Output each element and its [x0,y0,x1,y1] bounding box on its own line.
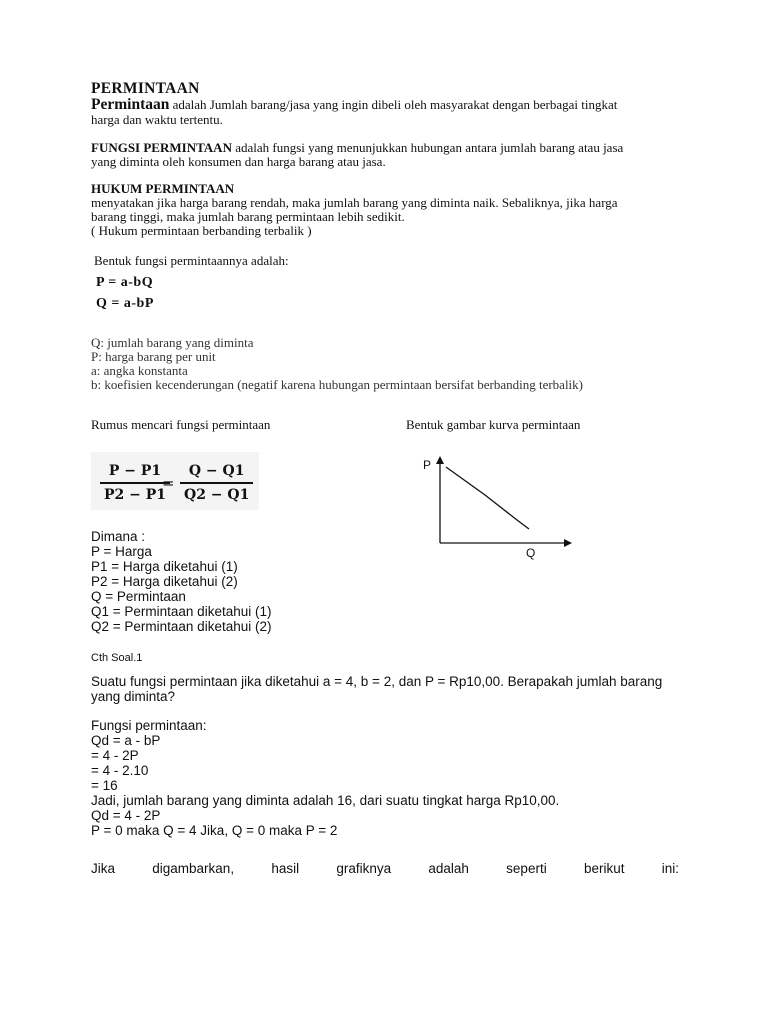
definition-list [91,336,583,392]
solution-line: Qd = 4 - 2P [91,808,161,823]
question-line: yang diminta? [91,689,176,704]
hukum-heading: HUKUM PERMINTAAN [91,181,235,196]
dimana-item: P1 = Harga diketahui (1) [91,559,238,574]
solution-line: P = 0 maka Q = 4 Jika, Q = 0 maka P = 2 [91,823,338,838]
example-heading: Cth Soal.1 [91,652,143,664]
dimana-item: Q2 = Permintaan diketahui (2) [91,619,272,634]
solution-line: Qd = a - bP [91,733,161,748]
solution-line: = 4 - 2.10 [91,763,149,778]
formula-left-denominator: P2 − P1 [104,487,167,503]
formula-equals: = [162,474,175,492]
equation-q: Q = a-bP [96,296,154,311]
solution-line: Fungsi permintaan: [91,718,207,733]
demand-curve-line [446,467,529,529]
rumus-label: Rumus mencari fungsi permintaan [91,417,271,432]
equation-p: P = a-bQ [96,275,154,290]
example-question [91,674,662,704]
final-word: Jika [91,861,116,876]
formula-right-fraction [180,463,253,503]
final-word: ini: [661,861,679,876]
fungsi-text-line2: yang diminta oleh konsumen dan harga barang atau jasa. [91,154,386,169]
definition-item: a: angka konstanta [91,363,188,378]
dimana-item: Q = Permintaan [91,589,186,604]
final-sentence [91,861,679,876]
formula-left-numerator: P − P1 [108,463,162,479]
hukum-section [91,182,618,238]
final-word: adalah [428,861,469,876]
question-line: Suatu fungsi permintaan jika diketahui a = 4, b = 2, dan P = Rp10,00. Berapakah jumlah barang [91,674,663,689]
formula-left-fraction [100,463,170,503]
hukum-line: menyatakan jika harga barang rendah, maka jumlah barang yang diminta naik. Sebaliknya, jika harga [91,195,618,210]
fungsi-term: FUNGSI PERMINTAAN [91,140,232,155]
hukum-line: ( Hukum permintaan berbanding terbalik ) [91,223,312,238]
curve-y-label: P [423,458,432,472]
dimana-heading: Dimana : [91,529,146,544]
solution-line: = 4 - 2P [91,748,139,763]
final-word: berikut [583,861,625,876]
solution-line: Jadi, jumlah barang yang diminta adalah 16, dari suatu tingkat harga Rp10,00. [91,793,560,808]
final-word: grafiknya [336,861,392,876]
intro-text: adalah Jumlah barang/jasa yang ingin dibeli oleh masyarakat dengan berbagai tingkat [169,97,618,112]
formula-right-numerator: Q − Q1 [188,463,245,479]
dimana-item: P2 = Harga diketahui (2) [91,574,238,589]
dimana-item: Q1 = Permintaan diketahui (1) [91,604,272,619]
page-title: PERMINTAAN [91,80,200,97]
demand-curve-diagram [415,450,585,565]
bentuk-label: Bentuk fungsi permintaannya adalah: [94,253,289,268]
definition-item: Q: jumlah barang yang diminta [91,335,254,350]
final-word: digambarkan, [152,861,235,876]
formula-right-denominator: Q2 − Q1 [184,487,250,503]
fungsi-text: adalah fungsi yang menunjukkan hubungan antara jumlah barang atau jasa [231,140,624,155]
intro-paragraph [91,98,617,127]
dimana-item: P = Harga [91,544,152,559]
fungsi-paragraph [91,141,623,169]
curve-x-label: Q [526,546,536,560]
solution-line: = 16 [91,778,118,793]
definition-item: P: harga barang per unit [91,349,216,364]
definition-item: b: koefisien kecenderungan (negatif karena hubungan permintaan bersifat berbanding terbalik) [91,377,583,392]
example-solution [91,718,559,838]
intro-term: Permintaan [91,96,170,113]
hukum-line: barang tinggi, maka jumlah barang permintaan lebih sedikit. [91,209,405,224]
intro-text-line2: harga dan waktu tertentu. [91,112,223,127]
kurva-label: Bentuk gambar kurva permintaan [406,417,581,432]
final-word: hasil [271,861,300,876]
dimana-section [91,529,271,634]
final-word: seperti [506,861,547,876]
